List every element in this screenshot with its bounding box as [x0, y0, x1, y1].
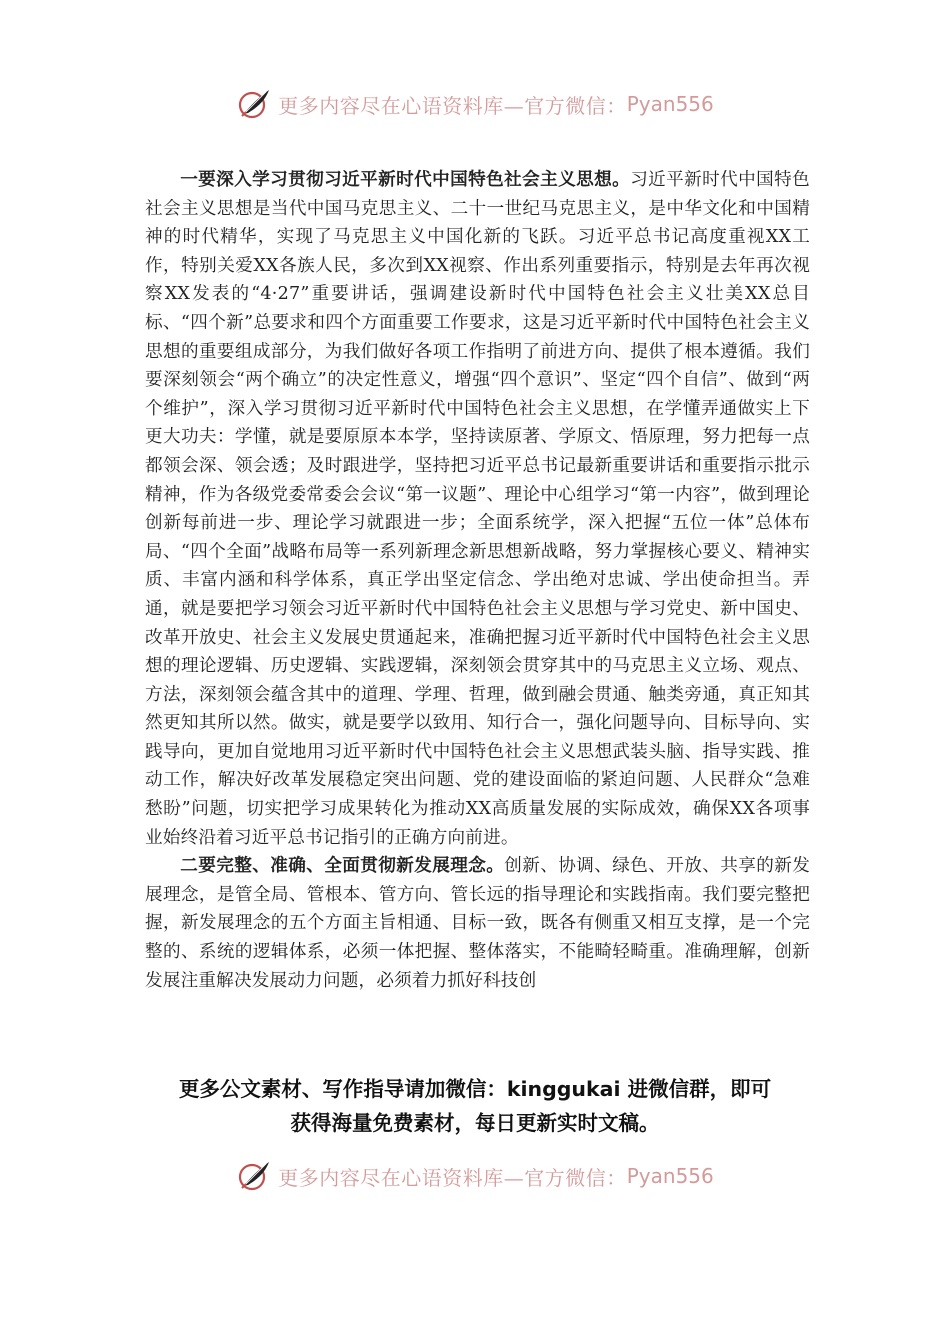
paragraph-1 — [145, 166, 810, 852]
header-banner-wechat-id: Pyan556 — [626, 92, 714, 116]
footer-banner-text: 更多内容尽在心语资料库—官方微信： — [278, 1165, 627, 1190]
header-banner — [0, 84, 950, 124]
paragraph-1-lead: 一要深入学习贯彻习近平新时代中国特色社会主义思想。 — [180, 170, 631, 190]
footer-banner — [0, 1156, 950, 1196]
paragraph-1-text: 习近平新时代中国特色社会主义思想是当代中国马克思主义、二十一世纪马克思主义，是中华文化和中国精神的时代精华，实现了马克思主义中国化新的飞跃。习近平总书记高度重视XX工作，特别关爱XX各族人民，多次到XX视察、作出系列重要指示，特别是去年再次视察XX发表的“4·27”重要讲话，强调建设新时代中国特色社会主义壮美XX总目标、“四个新”总要求和四个方面重要工作要求，这是习近平新时代中国特色社会主义思想的重要组成部分，为我们做好各项工作指明了前进方向、提供了根本遵循。我们要深刻领会“两个确立”的决定性意义，增强“四个意识”、坚定“四个自信”、做到“两个维护”，深入学习贯彻习近平新时代中国特色社会主义思想，在学懂弄通做实上下更大功夫：学懂，就是要原原本本学，坚持读原著、学原文、悟原理，努力把每一点都领会深、领会透；及时跟进学，坚持把习近平总书记最新重要讲话和重要指示批示精神，作为各级党委常委会会议“第一议题”、理论中心组学习“第一内容”，做到理论创新每前进一步、理论学习就跟进一步；全面系统学，深入把握“五位一体”总体布局、“四个全面”战略布局等一系列新理念新思想新战略，努力掌握核心要义、精神实质、丰富内涵和科学体系，真正学出坚定信念、学出绝对忠诚、学出使命担当。弄通，就是要把学习领会习近平新时代中国特色社会主义思想与学习党史、新中国史、改革开放史、社会主义发展史贯通起来，准确把握习近平新时代中国特色社会主义思想的理论逻辑、历史逻辑、实践逻辑，深刻领会贯穿其中的马克思主义立场、观点、方法，深刻领会蕴含其中的道理、学理、哲理，做到融会贯通、触类旁通，真正知其然更知其所以然。做实，就是要学以致用、知行合一，强化问题导向、目标导向、实践导向，更加自觉地用习近平新时代中国特色社会主义思想武装头脑、指导实践、推动工作，解决好改革发展稳定突出问题、党的建设面临的紧迫问题、人民群众“急难愁盼”问题，切实把学习成果转化为推动XX高质量发展的实际成效，确保XX各项事业始终沿着习近平总书记指引的正确方向前进。 — [145, 170, 810, 848]
promo-line-2: 获得海量免费素材，每日更新实时文稿。 — [290, 1111, 660, 1135]
footer-banner-wechat-id: Pyan556 — [626, 1164, 714, 1188]
header-banner-text: 更多内容尽在心语资料库—官方微信： — [278, 93, 627, 118]
promo-line-1: 更多公文素材、写作指导请加微信：kinggukai 进微信群，即可 — [178, 1077, 772, 1101]
document-body — [145, 166, 810, 995]
promo-notice — [0, 1072, 950, 1140]
paragraph-2-text: 创新、协调、绿色、开放、共享的新发展理念，是管全局、管根本、管方向、管长远的指导理论和实践指南。我们要完整把握，新发展理念的五个方面主旨相通、目标一致，既各有侧重又相互支撑，是一个完整的、系统的逻辑体系，必须一体把握、整体落实，不能畸轻畸重。准确理解，创新发展注重解决发展动力问题，必须着力抓好科技创 — [145, 856, 811, 991]
feather-pen-logo-icon — [236, 86, 272, 122]
paragraph-2-lead: 二要完整、准确、全面贯彻新发展理念。 — [180, 856, 505, 877]
paragraph-2 — [145, 852, 810, 995]
feather-pen-logo-icon — [236, 1158, 272, 1194]
